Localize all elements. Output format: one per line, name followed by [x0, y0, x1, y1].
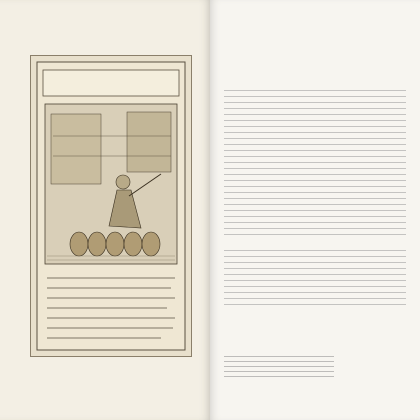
right-page — [210, 0, 420, 420]
engraving-plate — [30, 55, 192, 357]
image-caption — [224, 356, 334, 380]
body-paragraphs-top — [224, 90, 406, 240]
body-paragraphs-bottom — [224, 250, 406, 310]
engraving-illustration — [31, 56, 191, 356]
